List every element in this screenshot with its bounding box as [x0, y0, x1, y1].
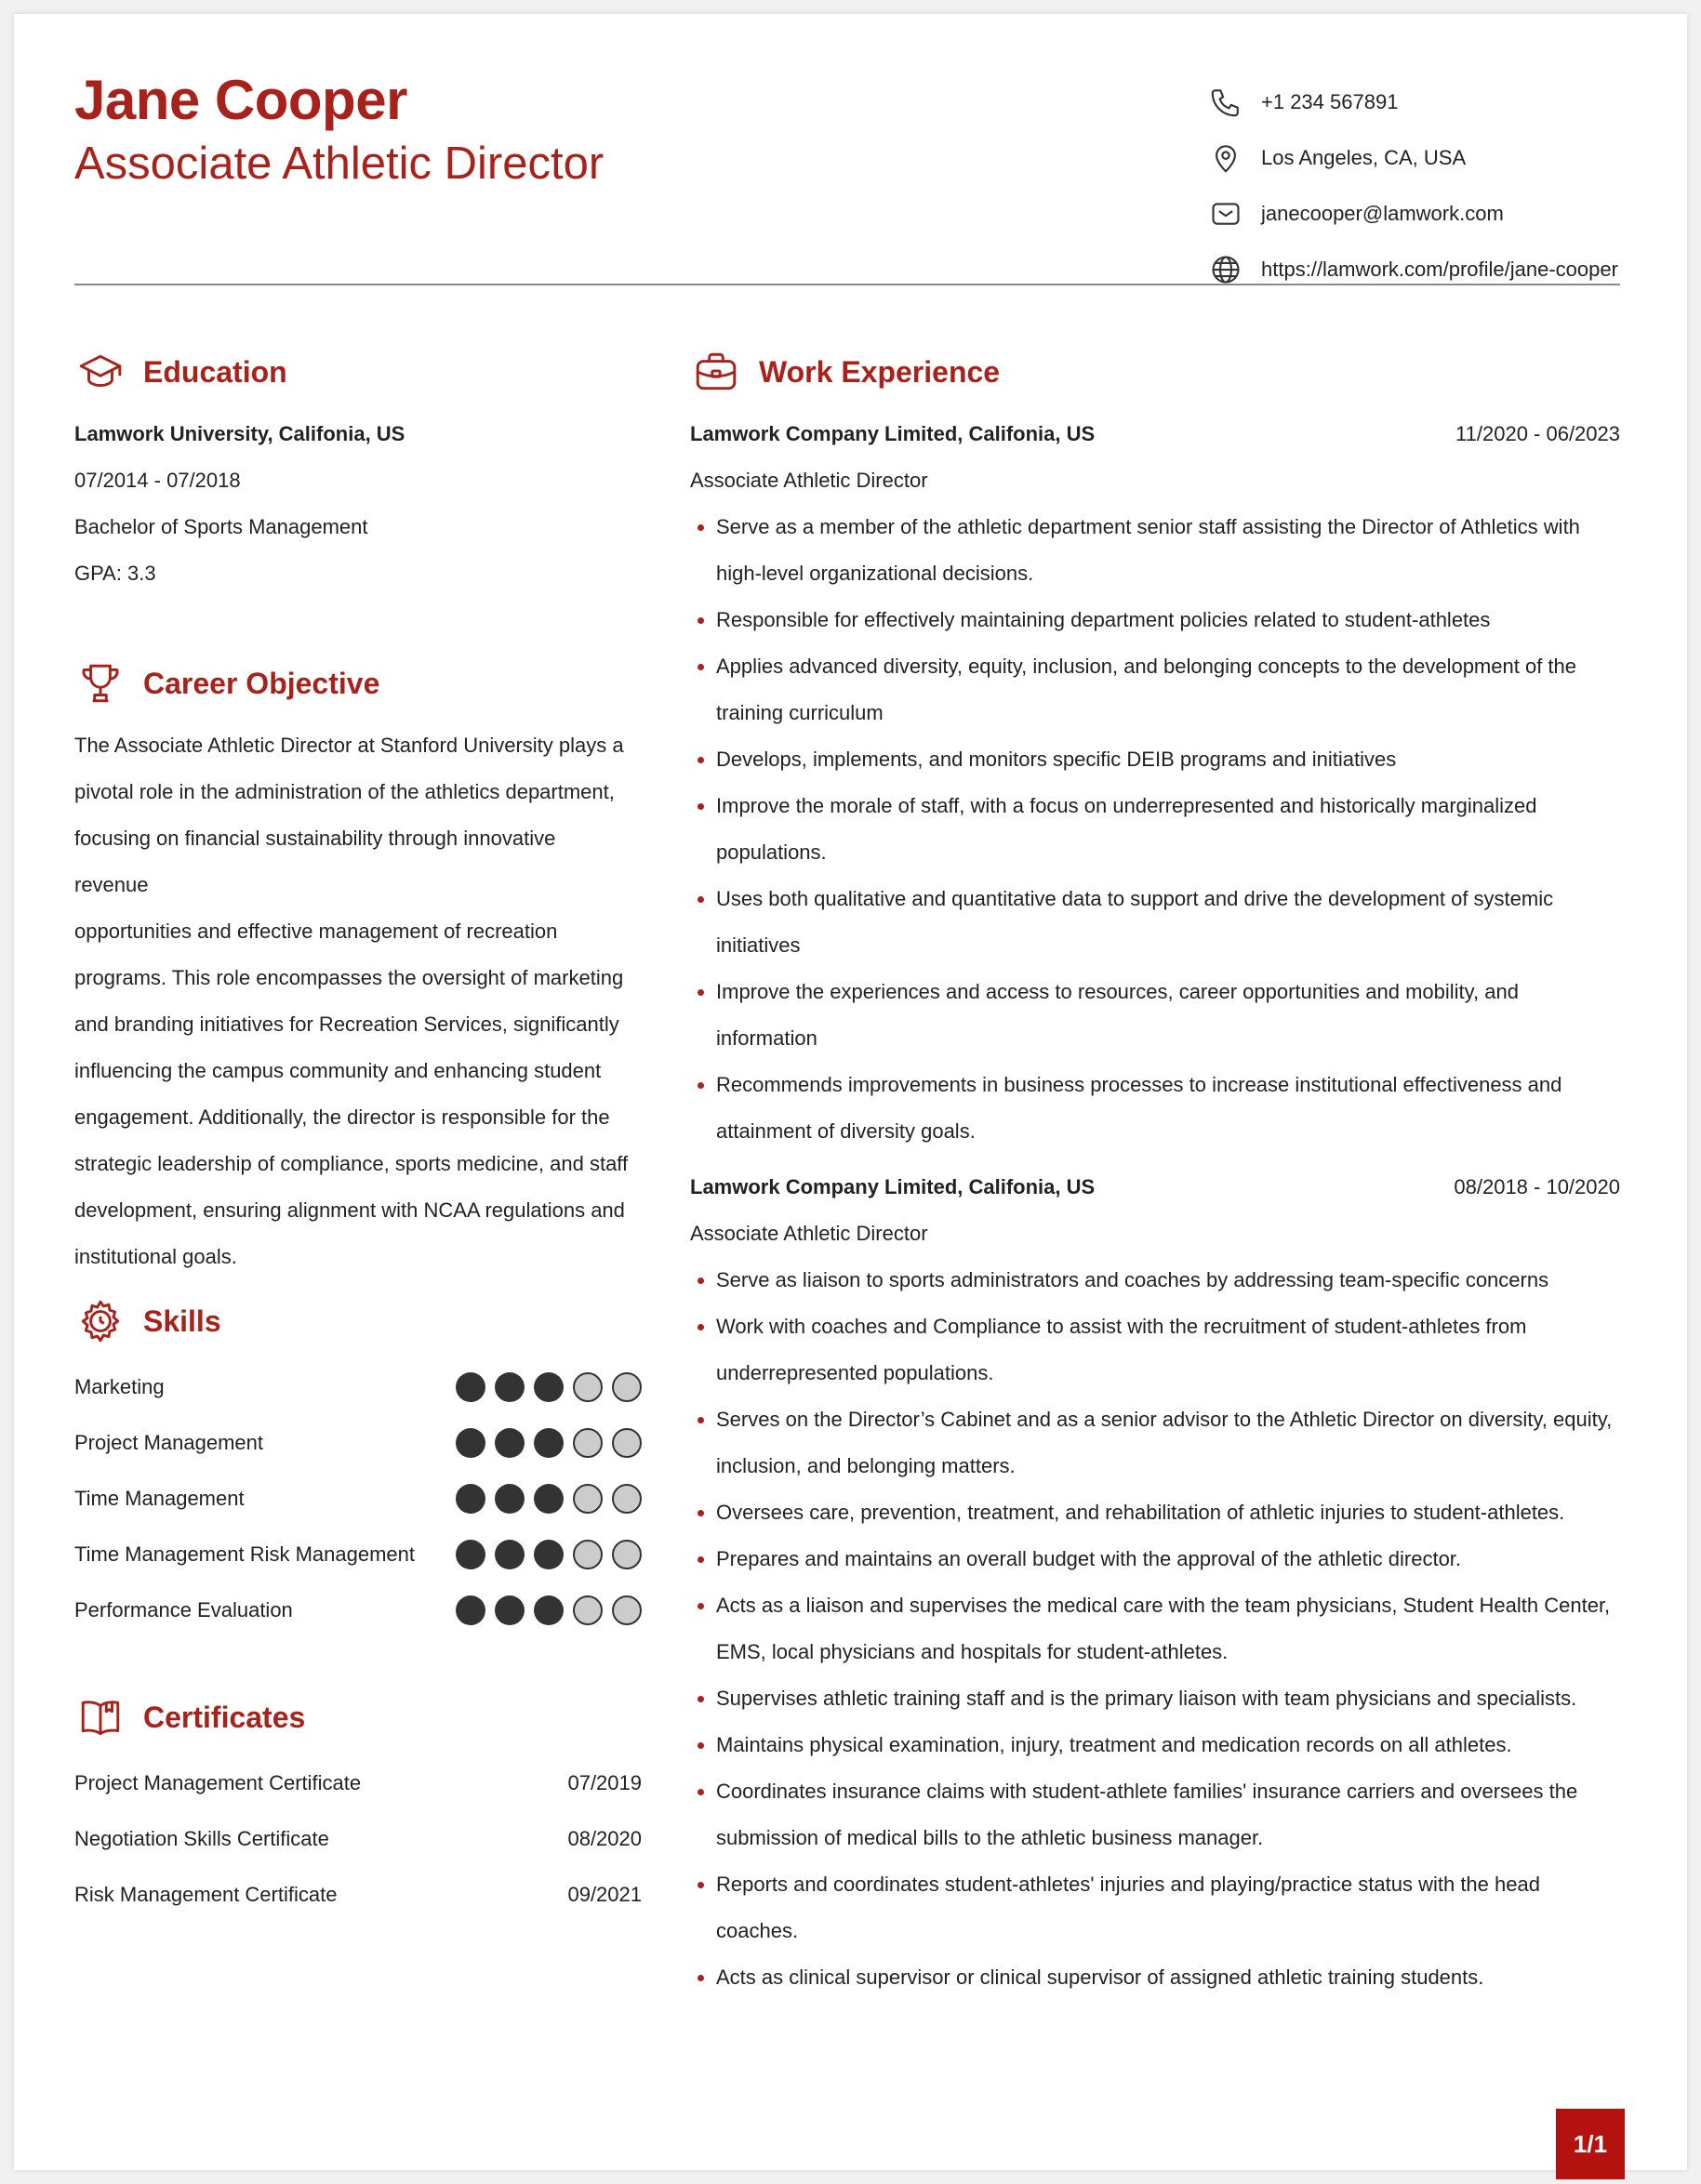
objective-line: influencing the campus community and enhancing student	[74, 1059, 602, 1082]
skill-name: Performance Evaluation	[74, 1598, 293, 1621]
contact-location-text: Los Angeles, CA, USA	[1261, 146, 1467, 169]
skills-title: Skills	[143, 1304, 221, 1338]
contact-phone-text: +1 234 567891	[1261, 90, 1399, 113]
objective-line: programs. This role encompasses the oversight of marketing	[74, 966, 624, 989]
job-bullet: Improve the morale of staff, with a focus on underrepresented and historically marginalized populations.	[690, 783, 1620, 876]
job-bullet: Acts as a liaison and supervises the medical care with the team physicians, Student Health Center, EMS, local physicians and hospitals for student-athletes.	[690, 1582, 1620, 1675]
rating-dot-filled	[534, 1484, 564, 1514]
job-bullet: Serve as a member of the athletic department senior staff assisting the Director of Athletics with high-level organizational decisions.	[690, 504, 1620, 597]
job-bullet: Oversees care, prevention, treatment, and rehabilitation of athletic injuries to student-athletes.	[690, 1489, 1620, 1536]
job-bullet: Coordinates insurance claims with student-athlete families' insurance carriers and oversees the submission of medical bills to the athletic business manager.	[690, 1768, 1620, 1861]
contact-website	[1207, 242, 1618, 298]
rating-dot-empty	[612, 1540, 642, 1569]
job-bullet: Improve the experiences and access to resources, career opportunities and mobility, and information	[690, 969, 1620, 1062]
rating-dot-filled	[534, 1372, 564, 1402]
skill-name: Project Management	[74, 1431, 263, 1454]
rating-dot-empty	[612, 1595, 642, 1625]
book-icon	[74, 1691, 126, 1743]
rating-dot-empty	[573, 1428, 603, 1458]
rating-dot-empty	[573, 1372, 603, 1402]
job-bullet: Supervises athletic training staff and is the primary liaison with team physicians and specialists.	[690, 1675, 1620, 1722]
objective-line: institutional goals.	[74, 1245, 237, 1268]
skill-rating	[456, 1484, 642, 1514]
skill-name: Time Management	[74, 1487, 245, 1510]
skill-rating	[456, 1595, 642, 1625]
job-dates: 08/2018 - 10/2020	[1454, 1175, 1620, 1198]
objective-line: opportunities and effective management of recreation	[74, 920, 558, 943]
job-bullet: Responsible for effectively maintaining department policies related to student-athletes	[690, 597, 1620, 643]
job-position: Associate Athletic Director	[690, 469, 928, 492]
job-dates: 11/2020 - 06/2023	[1455, 422, 1620, 445]
rating-dot-empty	[612, 1372, 642, 1402]
skill-row	[74, 1415, 642, 1471]
briefcase-icon	[690, 346, 742, 398]
certificates-heading	[74, 1689, 632, 1745]
job-bullet: Recommends improvements in business processes to increase institutional effectiveness and attainment of diversity goals.	[690, 1062, 1620, 1155]
header-divider	[74, 284, 1620, 285]
job-bullet: Uses both qualitative and quantitative data to support and drive the development of systemic initiatives	[690, 876, 1620, 969]
skills-list	[74, 1359, 642, 1638]
job-position: Associate Athletic Director	[690, 1222, 928, 1245]
skill-row	[74, 1582, 642, 1638]
education-school: Lamwork University, Califonia, US	[74, 422, 405, 445]
objective-line: development, ensuring alignment with NCAA regulations and	[74, 1198, 625, 1222]
rating-dot-filled	[456, 1372, 485, 1402]
rating-dot-filled	[456, 1484, 485, 1514]
job-bullet: Serves on the Director’s Cabinet and as a senior advisor to the Athletic Director on diversity, equity, inclusion, and belonging matters.	[690, 1396, 1620, 1489]
skill-name: Time Management Risk Management	[74, 1542, 416, 1566]
location-pin-icon	[1207, 139, 1244, 177]
rating-dot-empty	[612, 1428, 642, 1458]
certificate-date: 07/2019	[567, 1771, 642, 1794]
skills-heading-wrap	[74, 1293, 632, 1349]
certificate-name: Negotiation Skills Certificate	[74, 1827, 329, 1850]
objective-line: engagement. Additionally, the director is responsible for the	[74, 1105, 610, 1129]
rating-dot-filled	[456, 1428, 485, 1458]
skill-rating	[456, 1428, 642, 1458]
rating-dot-filled	[495, 1372, 525, 1402]
objective-line: The Associate Athletic Director at Stanford University plays a	[74, 734, 624, 757]
work-section	[690, 344, 1620, 2001]
certificate-date: 09/2021	[567, 1883, 642, 1906]
job-company: Lamwork Company Limited, Califonia, US	[690, 422, 1096, 445]
objective-heading	[74, 655, 632, 711]
candidate-title: Associate Athletic Director	[74, 139, 605, 189]
contact-email-text: janecooper@lamwork.com	[1261, 202, 1504, 225]
skill-rating	[456, 1540, 642, 1569]
skill-rating	[456, 1372, 642, 1402]
rating-dot-empty	[612, 1484, 642, 1514]
rating-dot-empty	[573, 1484, 603, 1514]
rating-dot-empty	[573, 1595, 603, 1625]
certificate-row	[74, 1811, 642, 1867]
job-bullets	[690, 1257, 1620, 2001]
rating-dot-filled	[495, 1428, 525, 1458]
contact-location	[1207, 130, 1618, 186]
rating-dot-filled	[534, 1595, 564, 1625]
objective-line: and branding initiatives for Recreation Services, significantly	[74, 1013, 619, 1036]
job-bullet: Serve as liaison to sports administrators and coaches by addressing team-specific concerns	[690, 1257, 1620, 1304]
page-indicator[interactable]: 1/1	[1556, 2109, 1625, 2179]
job-bullet: Reports and coordinates student-athletes' injuries and playing/practice status with the head coaches.	[690, 1861, 1620, 1954]
objective-line: strategic leadership of compliance, sports medicine, and staff	[74, 1152, 629, 1175]
mail-icon	[1207, 195, 1244, 232]
contact-website-text: https://lamwork.com/profile/jane-cooper	[1261, 258, 1618, 281]
education-degree: Bachelor of Sports Management	[74, 515, 368, 538]
education-section	[74, 344, 632, 597]
job-bullet: Work with coaches and Compliance to assist with the recruitment of student-athletes from underrepresented populations.	[690, 1304, 1620, 1396]
trophy-icon	[74, 657, 126, 709]
education-heading	[74, 344, 632, 400]
graduation-cap-icon	[74, 346, 126, 398]
rating-dot-filled	[495, 1595, 525, 1625]
objective-line: focusing on financial sustainability through innovative revenue	[74, 827, 556, 896]
skill-row	[74, 1471, 642, 1527]
rating-dot-empty	[573, 1540, 603, 1569]
rating-dot-filled	[495, 1484, 525, 1514]
education-title: Education	[143, 354, 287, 389]
certificate-name: Risk Management Certificate	[74, 1883, 338, 1906]
certificates-title: Certificates	[143, 1700, 306, 1734]
objective-title: Career Objective	[143, 666, 380, 700]
certificates-heading-wrap	[74, 1689, 632, 1745]
job-bullet: Develops, implements, and monitors specific DEIB programs and initiatives	[690, 736, 1620, 783]
rating-dot-filled	[534, 1428, 564, 1458]
objective-section	[74, 655, 632, 1280]
work-title: Work Experience	[759, 354, 1001, 389]
objective-line: pivotal role in the administration of the athletics department,	[74, 780, 615, 803]
job-bullet: Prepares and maintains an overall budget with the approval of the athletic director.	[690, 1536, 1620, 1582]
job-company: Lamwork Company Limited, Califonia, US	[690, 1175, 1096, 1198]
resume-page	[14, 14, 1687, 2170]
skill-name: Marketing	[74, 1375, 165, 1398]
rating-dot-filled	[456, 1595, 485, 1625]
job-bullet: Acts as clinical supervisor or clinical supervisor of assigned athletic training students.	[690, 1954, 1620, 2001]
gear-clock-icon	[74, 1295, 126, 1347]
rating-dot-filled	[495, 1540, 525, 1569]
certificate-row	[74, 1867, 642, 1923]
job-header	[690, 1164, 1620, 1211]
contact-email	[1207, 186, 1618, 242]
certificate-row	[74, 1755, 642, 1811]
resume-header	[74, 68, 604, 192]
rating-dot-filled	[534, 1540, 564, 1569]
contact-phone	[1207, 74, 1618, 130]
skill-row	[74, 1359, 642, 1415]
contact-list	[1207, 74, 1618, 298]
job-bullets	[690, 504, 1620, 1155]
job-header	[690, 411, 1620, 457]
certificate-date: 08/2020	[567, 1827, 642, 1850]
job-entry	[690, 1164, 1620, 2001]
phone-icon	[1207, 84, 1244, 121]
job-bullet: Applies advanced diversity, equity, inclusion, and belonging concepts to the development of the training curriculum	[690, 643, 1620, 736]
job-entry	[690, 411, 1620, 1155]
objective-body	[74, 722, 632, 1280]
skill-row	[74, 1527, 642, 1582]
work-heading	[690, 344, 1620, 400]
candidate-name: Jane Cooper	[74, 69, 407, 131]
education-dates: 07/2014 - 07/2018	[74, 469, 241, 492]
education-gpa: GPA: 3.3	[74, 562, 156, 585]
rating-dot-filled	[456, 1540, 485, 1569]
globe-icon	[1207, 251, 1244, 288]
certificates-list	[74, 1755, 642, 1923]
certificate-name: Project Management Certificate	[74, 1771, 362, 1794]
skills-heading	[74, 1293, 632, 1349]
job-bullet: Maintains physical examination, injury, treatment and medication records on all athletes.	[690, 1722, 1620, 1768]
